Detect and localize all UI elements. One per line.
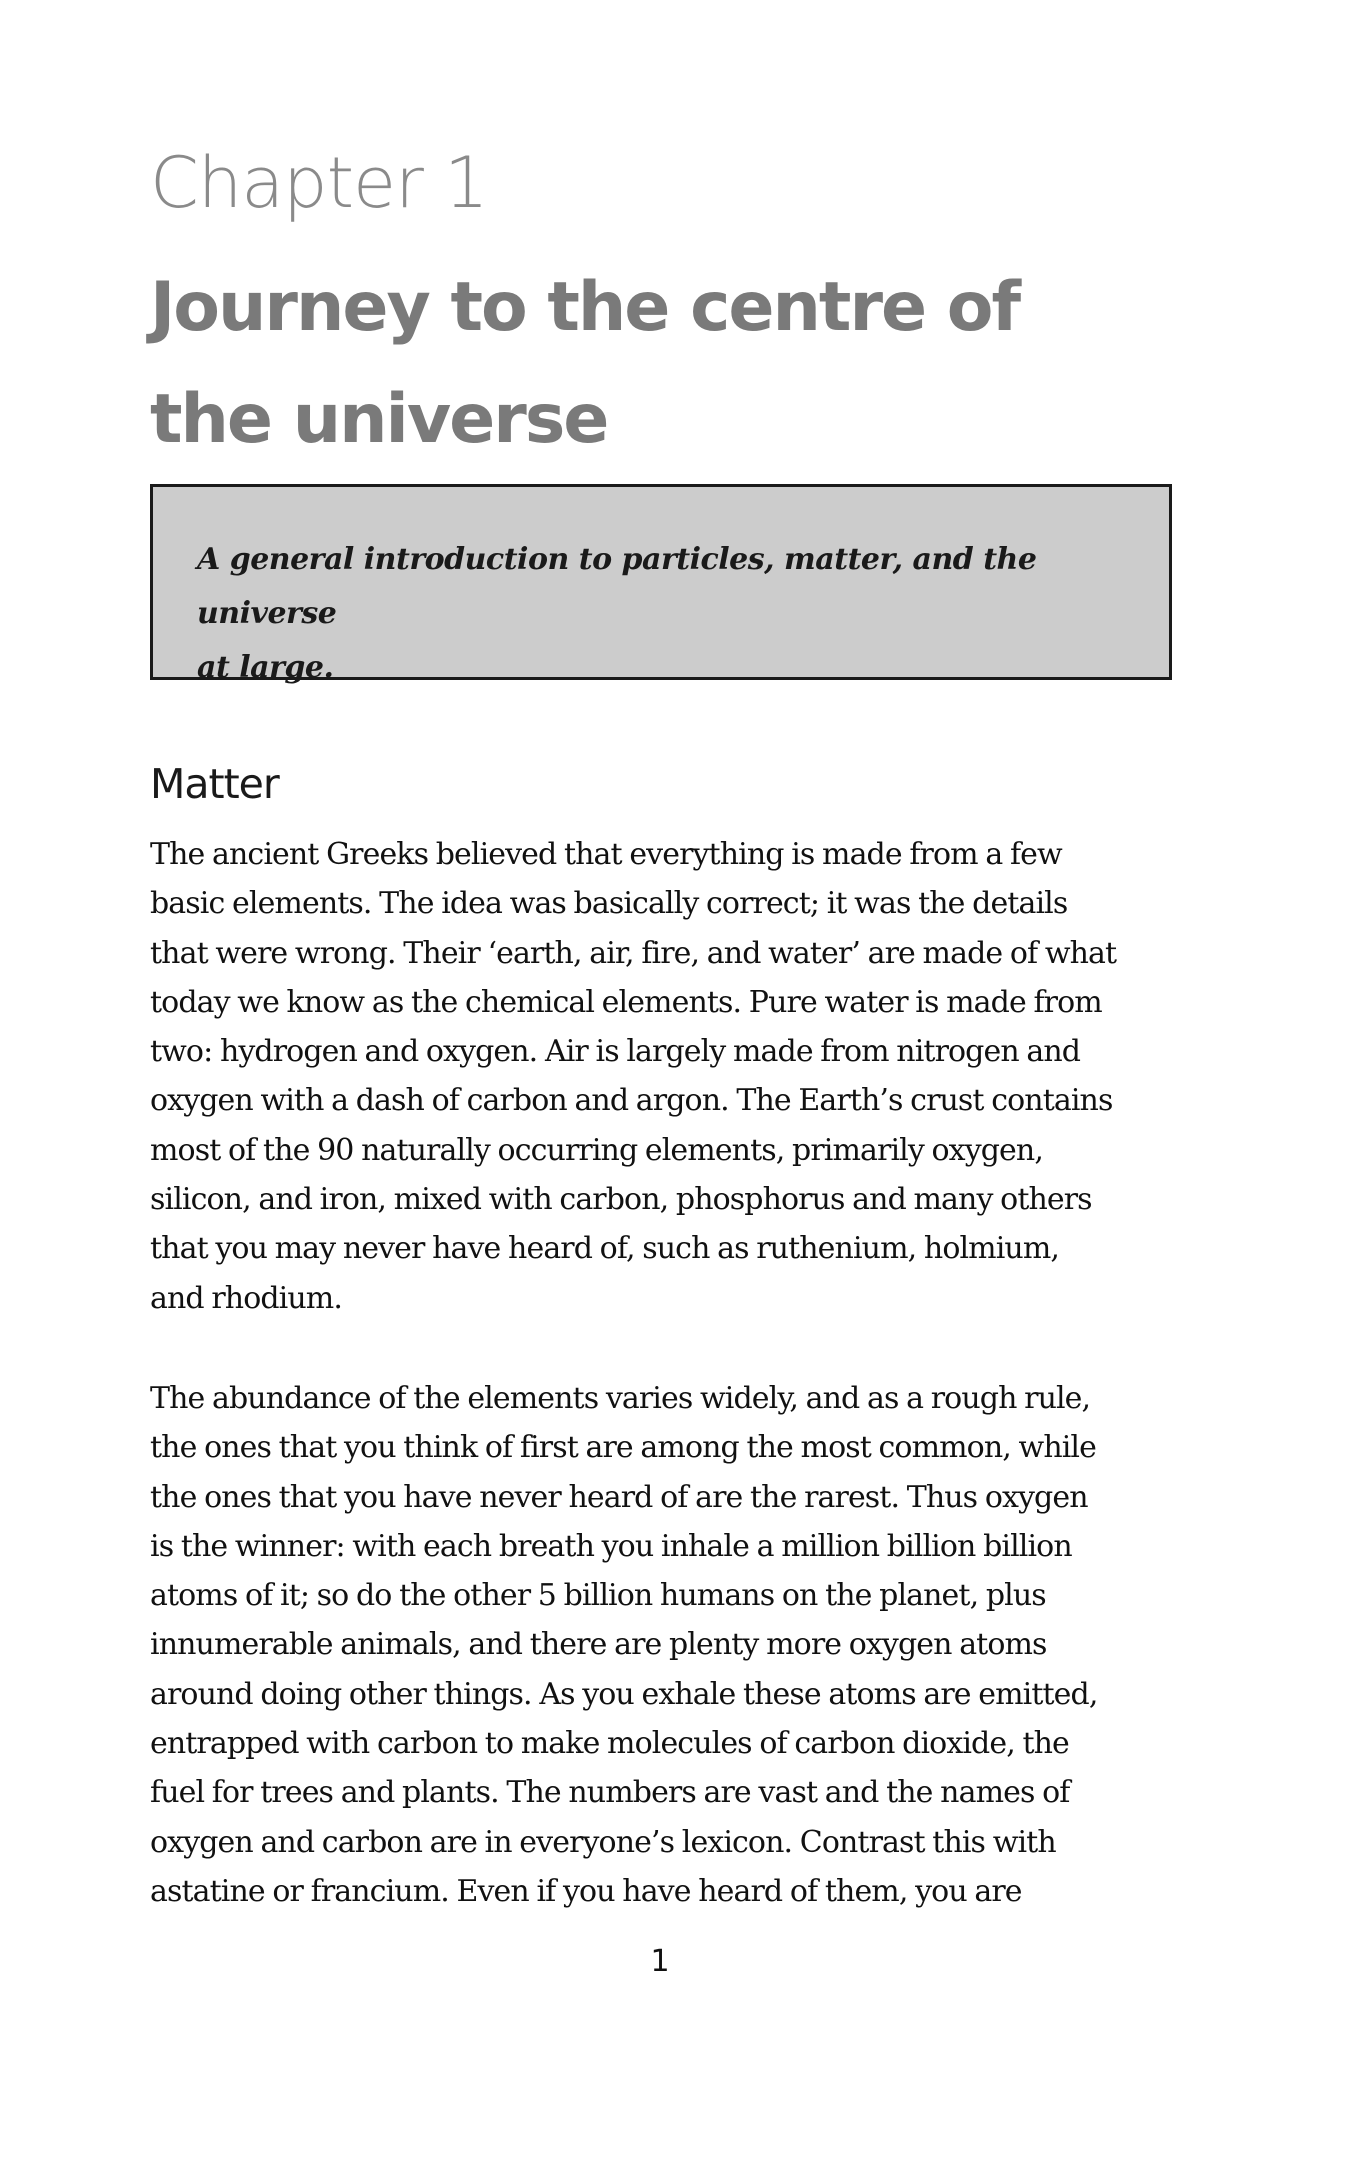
- paragraph-line: the ones that you have never heard of are the rarest. Thus oxygen: [150, 1479, 1088, 1515]
- page-number: 1: [650, 1944, 670, 1979]
- paragraph-line: basic elements. The idea was basically correct; it was the details: [150, 886, 1068, 922]
- paragraph-line: most of the 90 naturally occurring elements, primarily oxygen,: [150, 1132, 1043, 1168]
- paragraph-line: today we know as the chemical elements. Pure water is made from: [150, 984, 1102, 1020]
- paragraph-line: atoms of it; so do the other 5 billion humans on the planet, plus: [150, 1578, 1046, 1614]
- paragraph-line: around doing other things. As you exhale these atoms are emitted,: [150, 1676, 1098, 1712]
- paragraph-line: The ancient Greeks believed that everything is made from a few: [150, 837, 1062, 872]
- body-paragraph: [150, 1374, 1180, 1916]
- paragraph-line: entrapped with carbon to make molecules of carbon dioxide, the: [150, 1726, 1069, 1762]
- paragraph-line: that were wrong. Their ‘earth, air, fire, and water’ are made of what: [150, 935, 1117, 971]
- summary-line: A general introduction to particles, matter, and the universe: [197, 542, 1037, 631]
- paragraph-line: oxygen with a dash of carbon and argon. The Earth’s crust contains: [150, 1083, 1113, 1119]
- section-heading: Matter: [150, 760, 279, 808]
- paragraph-line: and rhodium.: [150, 1280, 342, 1316]
- chapter-title-line: the universe: [150, 380, 608, 459]
- paragraph-line: is the winner: with each breath you inhale a million billion billion: [150, 1528, 1072, 1564]
- chapter-label: Chapter 1: [150, 142, 488, 224]
- chapter-title: [150, 252, 1250, 476]
- chapter-summary-text: [197, 533, 1125, 695]
- body-paragraph: [150, 830, 1180, 1323]
- paragraph-line: that you may never have heard of, such as ruthenium, holmium,: [150, 1231, 1060, 1267]
- paragraph-line: fuel for trees and plants. The numbers are vast and the names of: [150, 1775, 1070, 1811]
- summary-line: at large.: [197, 650, 334, 685]
- paragraph-line: two: hydrogen and oxygen. Air is largely made from nitrogen and: [150, 1034, 1081, 1070]
- paragraph-line: The abundance of the elements varies widely, and as a rough rule,: [150, 1381, 1091, 1416]
- paragraph-line: the ones that you think of first are among the most common, while: [150, 1430, 1096, 1466]
- paragraph-line: silicon, and iron, mixed with carbon, phosphorus and many others: [150, 1182, 1092, 1218]
- chapter-title-line: Journey to the centre of: [150, 268, 1020, 347]
- paragraph-line: innumerable animals, and there are plenty more oxygen atoms: [150, 1627, 1047, 1663]
- paragraph-line: astatine or francium. Even if you have heard of them, you are: [150, 1873, 1022, 1909]
- chapter-summary-box: [150, 484, 1172, 685]
- paragraph-line: oxygen and carbon are in everyone’s lexicon. Contrast this with: [150, 1824, 1056, 1860]
